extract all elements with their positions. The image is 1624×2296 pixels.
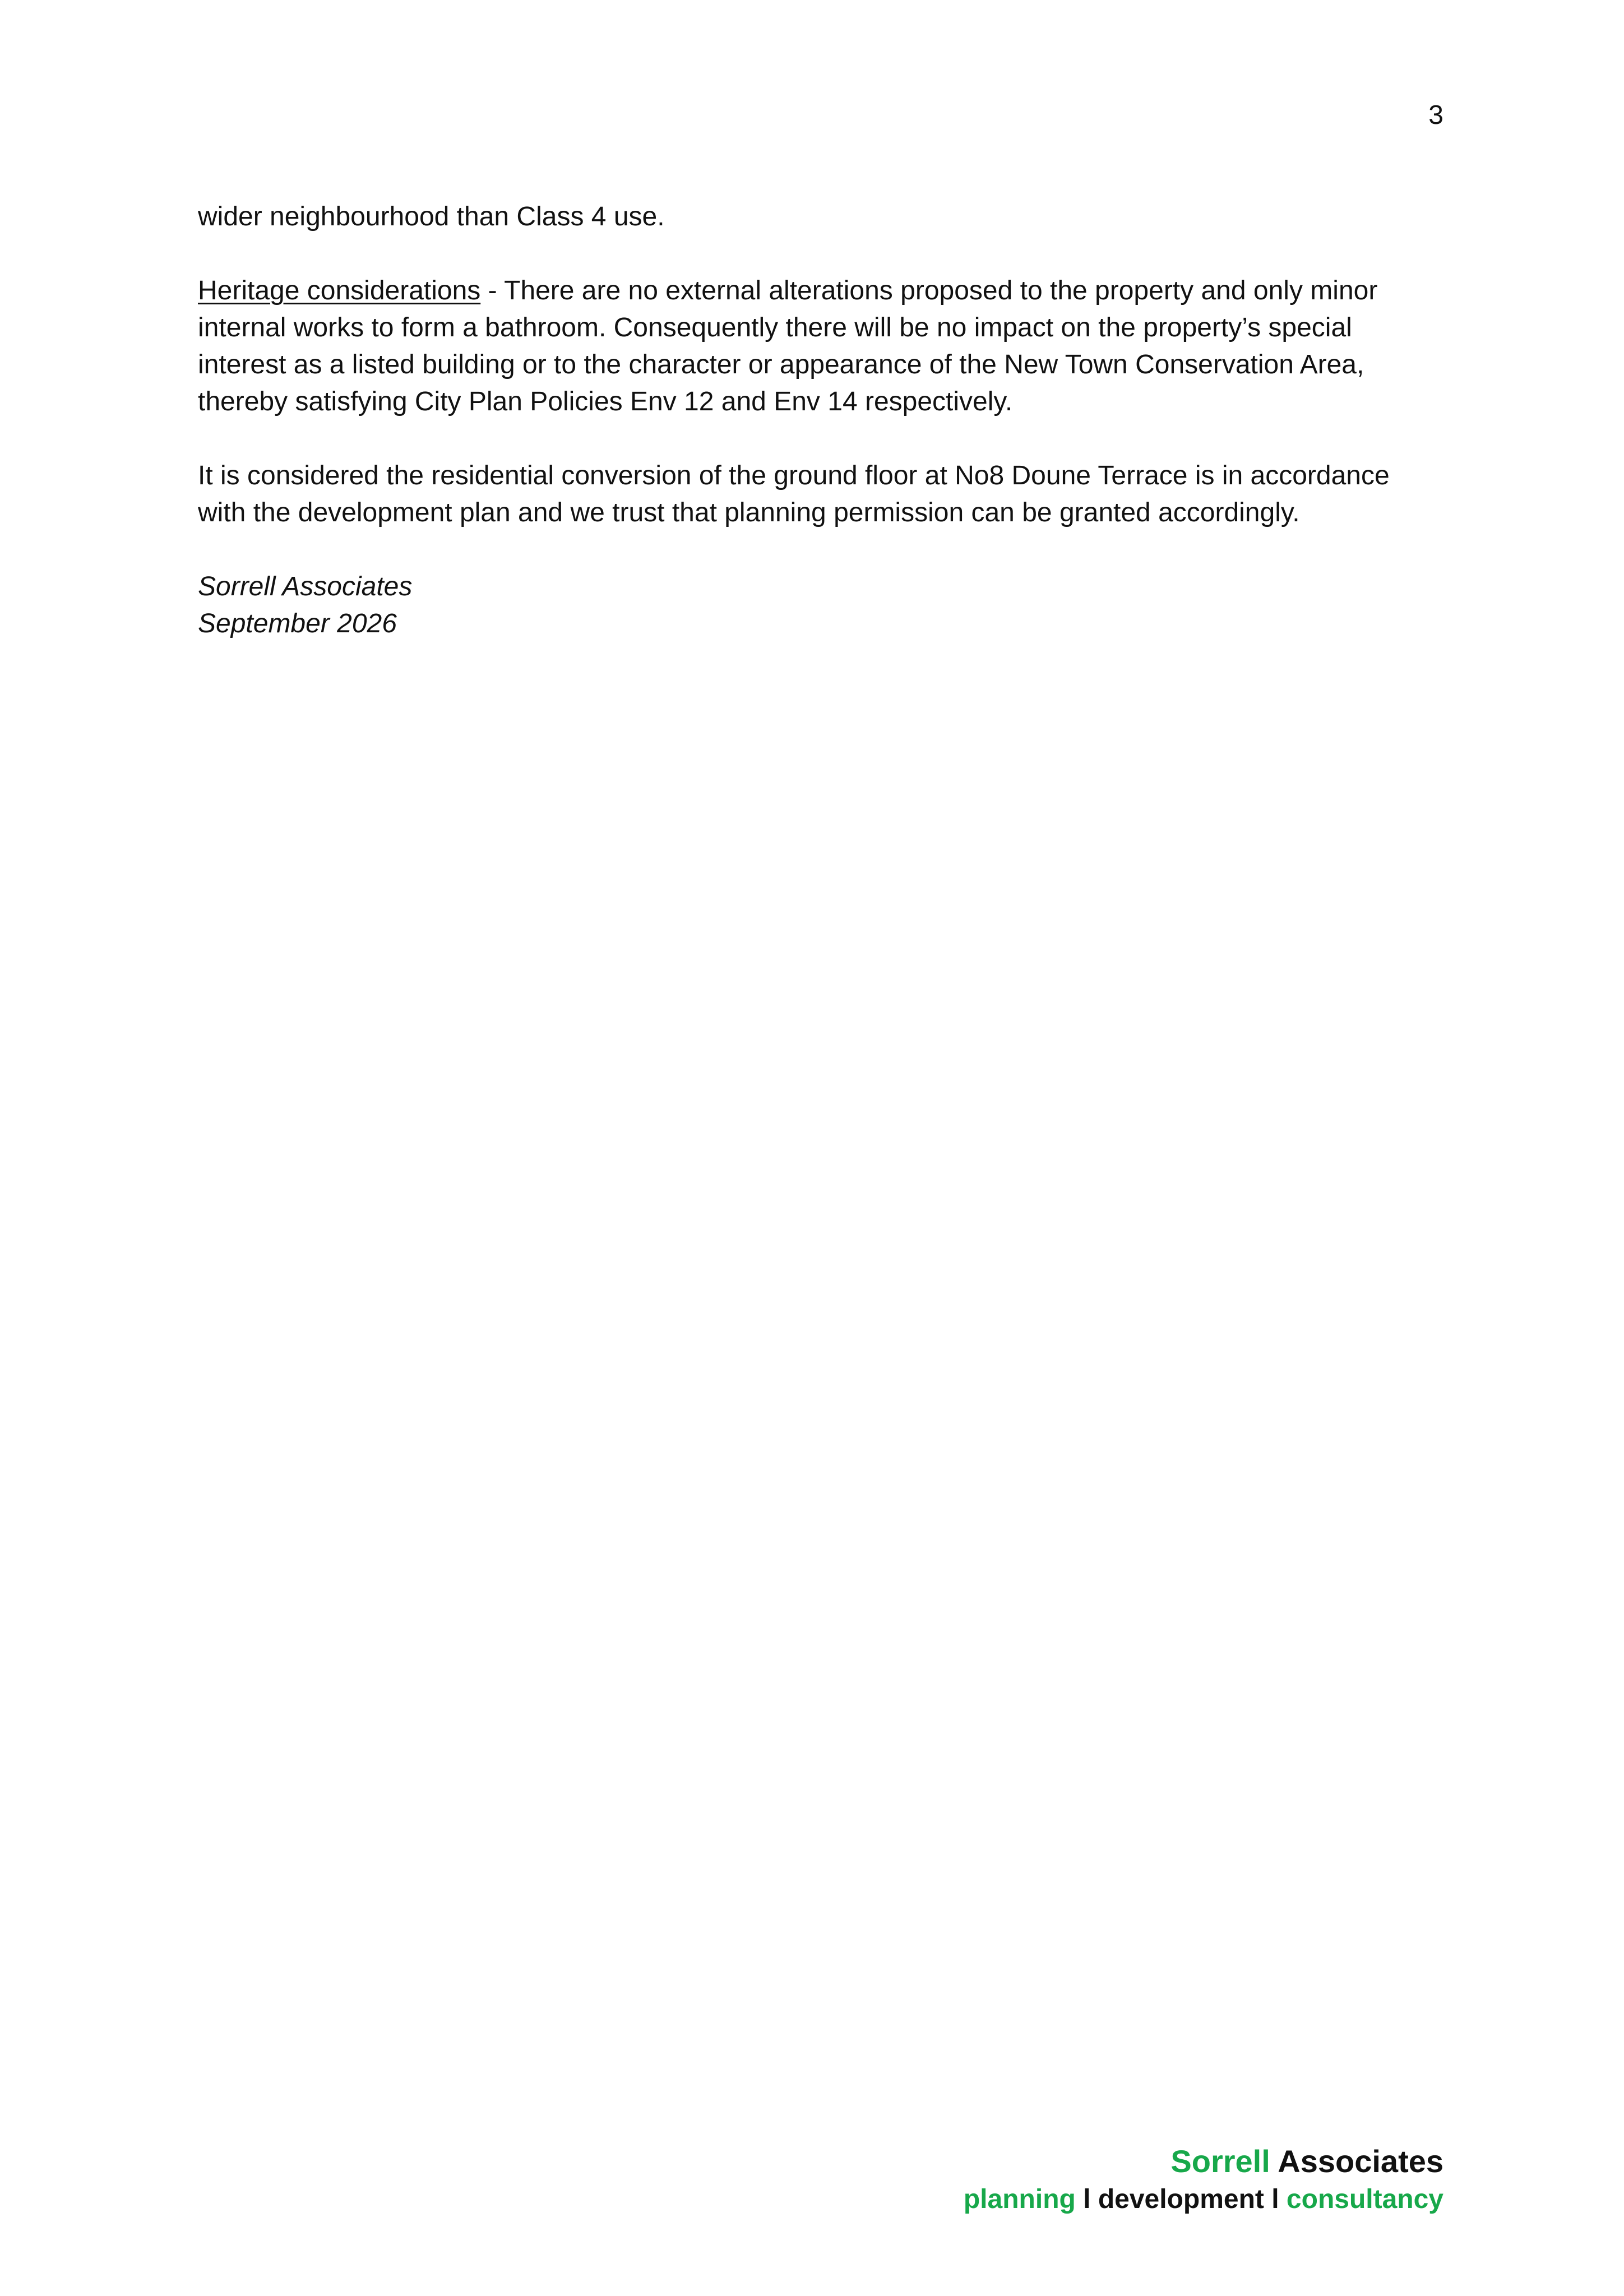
paragraph-heritage xyxy=(198,272,1443,420)
footer-tagline xyxy=(964,2182,1443,2218)
tagline-separator: l xyxy=(1264,2184,1287,2214)
page-number: 3 xyxy=(1428,100,1443,130)
paragraph-conclusion: It is considered the residential conversion of the ground floor at No8 Doune Terrace is in accordance with the development plan and we trust that planning permission can be granted accordingly. xyxy=(198,461,1390,527)
heritage-text: - There are no external alterations proposed to the property and only minor internal works to form a bathroom. Consequently there will be no impact on the property’s special interest as a listed building or to the character or appearance of the New Town Conservation Area, thereby satisfying City Plan Policies Env 12 and Env 14 respectively. xyxy=(198,276,1378,416)
footer-logo xyxy=(964,2141,1443,2218)
footer-brand xyxy=(964,2141,1443,2182)
brand-sorrell: Sorrell xyxy=(1170,2144,1270,2179)
tagline-planning: planning xyxy=(963,2184,1076,2214)
document-body xyxy=(198,198,1443,679)
signature-date: September 2026 xyxy=(198,609,397,638)
tagline-consultancy: consultancy xyxy=(1286,2184,1443,2214)
tagline-separator: l xyxy=(1075,2184,1098,2214)
signature-name: Sorrell Associates xyxy=(198,572,413,601)
paragraph-neighbourhood: wider neighbourhood than Class 4 use. xyxy=(198,202,665,232)
brand-associates: Associates xyxy=(1270,2144,1443,2179)
signature-block xyxy=(198,568,1443,642)
tagline-development: development xyxy=(1098,2184,1264,2214)
heritage-heading: Heritage considerations xyxy=(198,276,481,305)
